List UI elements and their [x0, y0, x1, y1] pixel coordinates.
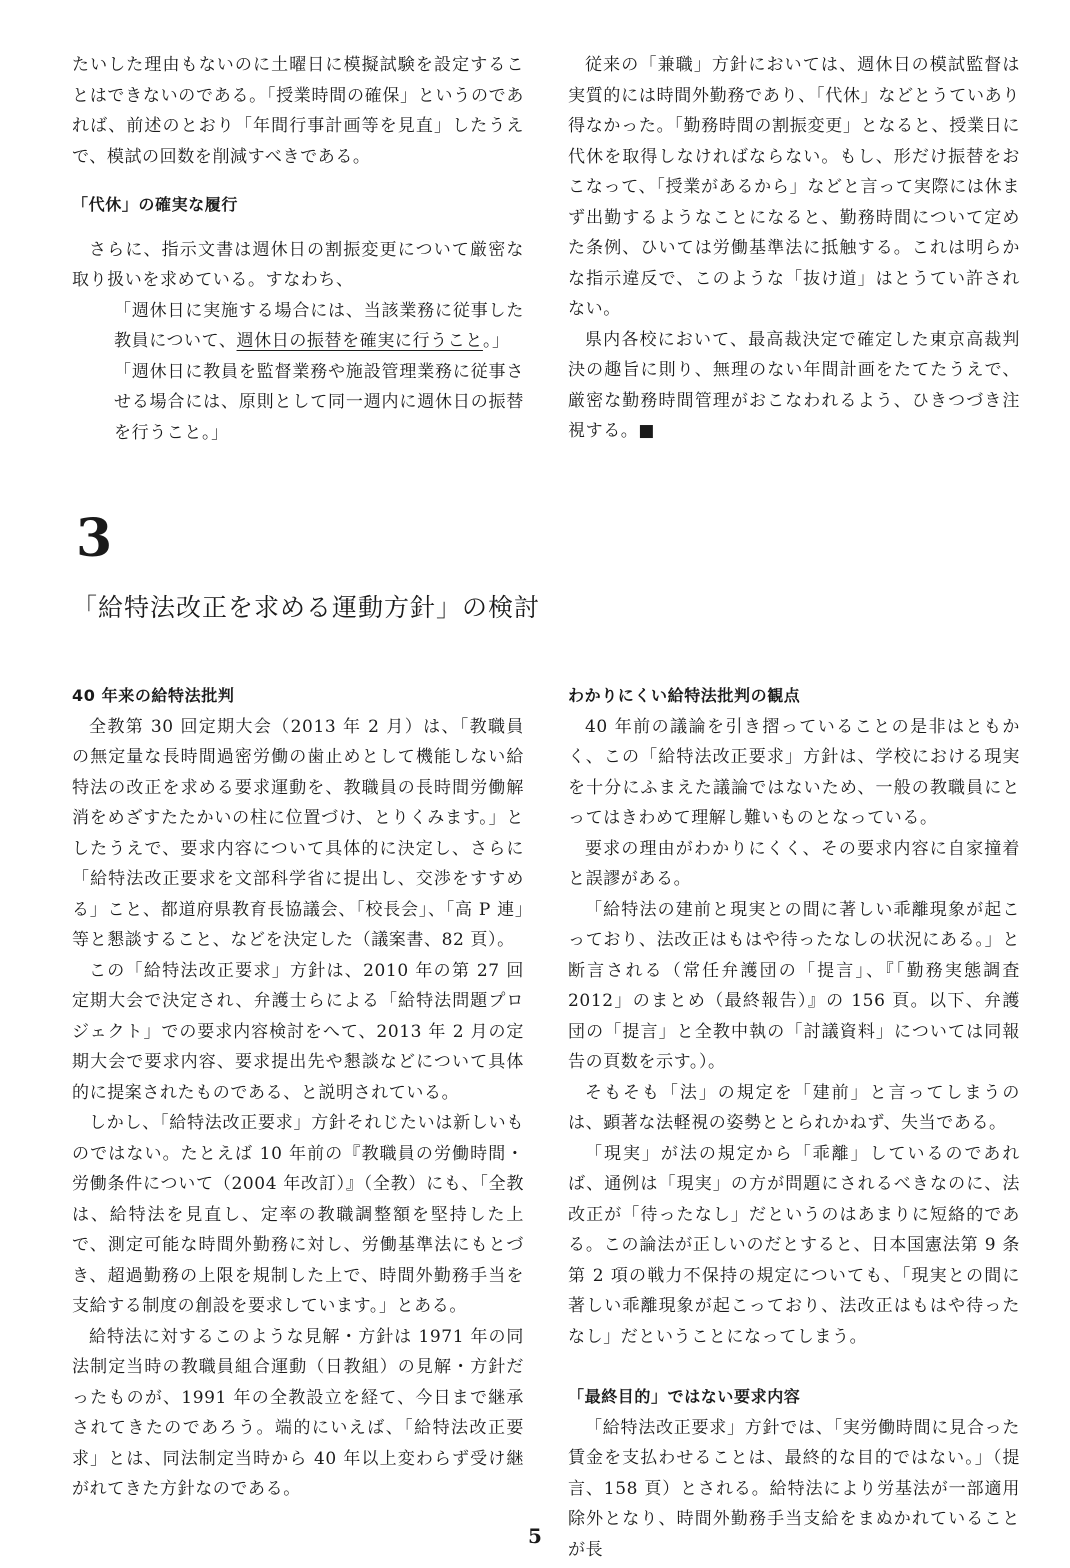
paragraph: 県内各校において、最高裁決定で確定した東京高裁判決の趣旨に則り、無理のない年間計画をたてたうえで、厳密な勤務時間管理がおこなわれるよう、ひきつづき注視する。■ [568, 329, 1020, 441]
subheading-final-goal: 「最終目的」ではない要求内容 [568, 1387, 801, 1406]
subheading-viewpoint: わかりにくい給特法批判の観点 [568, 686, 801, 705]
paragraph: 「給特法の建前と現実との間に著しい乖離現象が起こっており、法改正はもはや待ったなしの状況にある。」と断言される（常任弁護団の「提言」、『「勤務実態調査 2012」のまとめ（最終報告）』の 156 頁。以下、弁護団の「提言」と全教中執の「討議資料」については同報告の頁数を示す。）。 [568, 899, 1020, 1072]
paragraph: 従来の「兼職」方針においては、週休日の模試監督は実質的には時間外勤務であり、「代休」などとうていあり得なかった。「勤務時間の割振変更」となると、授業日に代休を取得しなければならない。もし、形だけ振替をおこなって、「授業があるから」などと言って実際には休まず出勤するようなことになると、勤務時間について定めた条例、ひいては労働基準法に抵触する。これは明らかな指示違反で、このような「抜け道」はとうてい許されない。 [568, 55, 1020, 319]
paragraph: そもそも「法」の規定を「建前」と言ってしまうのは、顕著な法軽視の姿勢ととられかねず、失当である。 [568, 1082, 1020, 1133]
quote-1: 「週休日に実施する場合には、当該業務に従事した教員について、週休日の振替を確実に行うこと。」 [114, 300, 524, 351]
paragraph: 「現実」が法の規定から「乖離」しているのであれば、通例は「現実」の方が問題にされるべきなのに、法改正が「待ったなし」だというのはあまりに短絡的である。この論法が正しいのだとすると、日本国憲法第 9 条第 2 項の戦力不保持の規定についても、「現実との間に著しい乖離現象が起こっており、法改正はもはや待ったなし」だということになってしまう。 [568, 1143, 1020, 1347]
paragraph: たいした理由もないのに土曜日に模擬試験を設定することはできないのである。「授業時間の確保」というのであれば、前述のとおり「年間行事計画等を見直」したうえで、模試の回数を削減すべきである。 [72, 55, 524, 167]
paragraph: 全教第 30 回定期大会（2013 年 2 月）は、「教職員の無定量な長時間過密労働の歯止めとして機能しない給特法の改正を求める要求運動を、教職員の長時間労働解消をめざすたたかいの柱に位置づけ、とりくみます。」としたうえで、要求内容について具体的に決定し、さらに「給特法改正要求を文部科学省に提出し、交渉をすすめる」こと、都道府県教育長協議会、「校長会」、「高 P 連」等と懇談すること、などを決定した（議案書、82 頁）。 [72, 716, 524, 950]
section-title: 「給特法改正を求める運動方針」の検討 [72, 593, 541, 622]
subheading-40-years: 40 年来の給特法批判 [72, 686, 235, 705]
bottom-left-column [72, 681, 524, 1505]
paragraph: 要求の理由がわかりにくく、その要求内容に自家撞着と誤謬がある。 [568, 838, 1020, 889]
paragraph: さらに、指示文書は週休日の割振変更について厳密な取り扱いを求めている。すなわち、 [72, 239, 524, 290]
paragraph: しかし、「給特法改正要求」方針それじたいは新しいものではない。たとえば 10 年前の『教職員の労働時間・労働条件について（2004 年改訂）』（全教）にも、「全教は、給特法を見直し、定率の教職調整額を堅持した上で、測定可能な時間外勤務に対し、労働基準法にもとづき、超過勤務の上限を規制した上で、時間外勤務手当を支給する制度の創設を要求しています。」とある。 [72, 1113, 524, 1316]
underlined-text: 週休日の振替を確実に行うこと [236, 331, 483, 351]
section-number: 3 [76, 508, 113, 569]
paragraph: 給特法に対するこのような見解・方針は 1971 年の同法制定当時の教職員組合運動（日教組）の見解・方針だったものが、1991 年の全教設立を経て、今日まで継承されてきたのであろう。端的にいえば、「給特法改正要求」とは、同法制定当時から 40 年以上変わらず受け継がれてきた方針なのである。 [72, 1326, 524, 1499]
top-right-column [568, 50, 1020, 447]
top-left-column [72, 50, 524, 448]
bottom-right-column [568, 681, 1020, 1565]
subheading-daikyu: 「代休」の確実な履行 [72, 195, 239, 214]
page-number: 5 [528, 1524, 542, 1548]
quote-2: 「週休日に教員を監督業務や施設管理業務に従事させる場合には、原則として同一週内に週休日の振替を行うこと。」 [114, 361, 524, 443]
paragraph: 「給特法改正要求」方針では、「実労働時間に見合った賃金を支払わせることは、最終的な目的ではない。」（提言、158 頁）とされる。給特法により労基法が一部適用除外となり、時間外勤務手当支給をまぬかれていることが長 [568, 1417, 1020, 1560]
paragraph: この「給特法改正要求」方針は、2010 年の第 27 回定期大会で決定され、弁護士らによる「給特法問題プロジェクト」での要求内容検討をへて、2013 年 2 月の定期大会で要求内容、要求提出先や懇談などについて具体的に提案されたものである、と説明されている。 [72, 960, 524, 1103]
paragraph: 40 年前の議論を引き摺っていることの是非はともかく、この「給特法改正要求」方針は、学校における現実を十分にふまえた議論ではないため、一般の教職員にとってはきわめて理解し難いものとなっている。 [568, 716, 1020, 828]
